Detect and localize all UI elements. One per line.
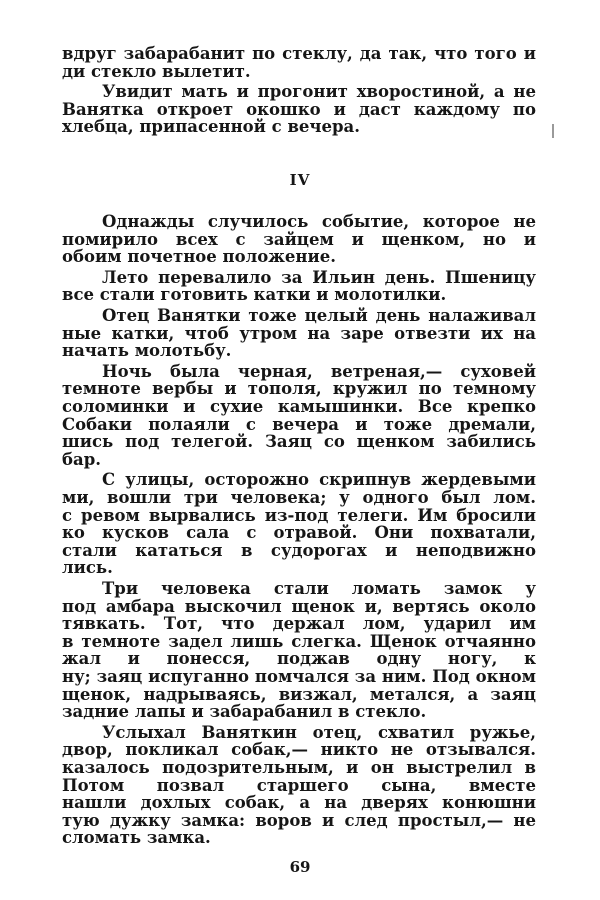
text-line: Услыхал Ваняткин отец, схватил ружье, xyxy=(102,723,536,742)
text-line: в темноте задел лишь слегка. Щенок отчаянно xyxy=(62,632,536,651)
text-line: ные катки, чтоб утром на заре отвезти их на xyxy=(62,324,536,343)
text-line: начать молотьбу. xyxy=(62,341,232,361)
text-line: сломать замка. xyxy=(62,828,211,848)
margin-mark xyxy=(552,124,554,138)
text-line: Лето перевалило за Ильин день. Пшеницу xyxy=(102,268,536,287)
text-line: обоим почетное положение. xyxy=(62,247,336,267)
text-line: жал и понесся, поджав одну ногу, к xyxy=(62,650,536,669)
text-line: стали кататься в судорогах и неподвижно xyxy=(62,541,536,560)
text-line: Потом позвал старшего сына, вместе xyxy=(62,776,536,795)
text-line: ко кусков сала с отравой. Они похватали, xyxy=(62,524,536,543)
text-line: казалось подозрительным, и он выстрелил в xyxy=(62,759,536,777)
text-line: Отец Ванятки тоже целый день налаживал xyxy=(102,307,536,325)
text-line: щенок, надрываясь, визжал, метался, а заяц xyxy=(62,685,536,704)
text-line: задние лапы и забарабанил в стекло. xyxy=(62,702,427,722)
text-line: лись. xyxy=(62,558,113,578)
text-line: вдруг забарабанит по стеклу, да так, что того и xyxy=(62,45,536,63)
text-line: Собаки полаяли с вечера и тоже дремали, xyxy=(62,415,536,434)
text-line: Увидит мать и прогонит хворостиной, а не xyxy=(102,83,536,102)
text-line: ну; заяц испуганно помчался за ним. Под окном xyxy=(62,668,536,686)
text-line: ди стекло вылетит. xyxy=(62,61,251,81)
text-line: двор, покликал собак,— никто не отзывался. xyxy=(62,741,536,760)
text-line: ми, вошли три человека; у одного был лом. xyxy=(62,489,536,507)
text-line: С улицы, осторожно скрипнув жердевыми xyxy=(102,471,536,490)
text-line: Однажды случилось событие, которое не xyxy=(102,213,536,231)
text-line: Ночь была черная, ветреная,— суховей xyxy=(102,362,536,381)
text-line: бар. xyxy=(62,449,101,469)
text-line: нашли дохлых собак, а на дверях конюшни xyxy=(62,794,536,813)
text-line: тую дужку замка: воров и след простыл,— не xyxy=(62,811,536,830)
text-line: шись под телегой. Заяц со щенком забились xyxy=(62,433,536,452)
text-line: помирило всех с зайцем и щенком, но и xyxy=(62,230,536,249)
page-number: 69 xyxy=(289,858,311,876)
text-line: под амбара выскочил щенок и, вертясь около xyxy=(62,597,536,616)
text-line: хлебца, припасенной с вечера. xyxy=(62,117,360,137)
chapter-heading: IV xyxy=(289,171,311,189)
text-line: соломинки и сухие камышинки. Все крепко xyxy=(62,398,536,416)
text-line: с ревом вырвались из-под телеги. Им бросили xyxy=(62,506,536,525)
text-line: темноте вербы и тополя, кружил по темному xyxy=(62,380,536,399)
text-line: тявкать. Тот, что держал лом, ударил им xyxy=(62,615,536,634)
text-line: Ванятка откроет окошко и даст каждому по xyxy=(62,100,536,119)
text-line: Три человека стали ломать замок у xyxy=(102,580,536,598)
text-line: все стали готовить катки и молотилки. xyxy=(62,285,447,305)
